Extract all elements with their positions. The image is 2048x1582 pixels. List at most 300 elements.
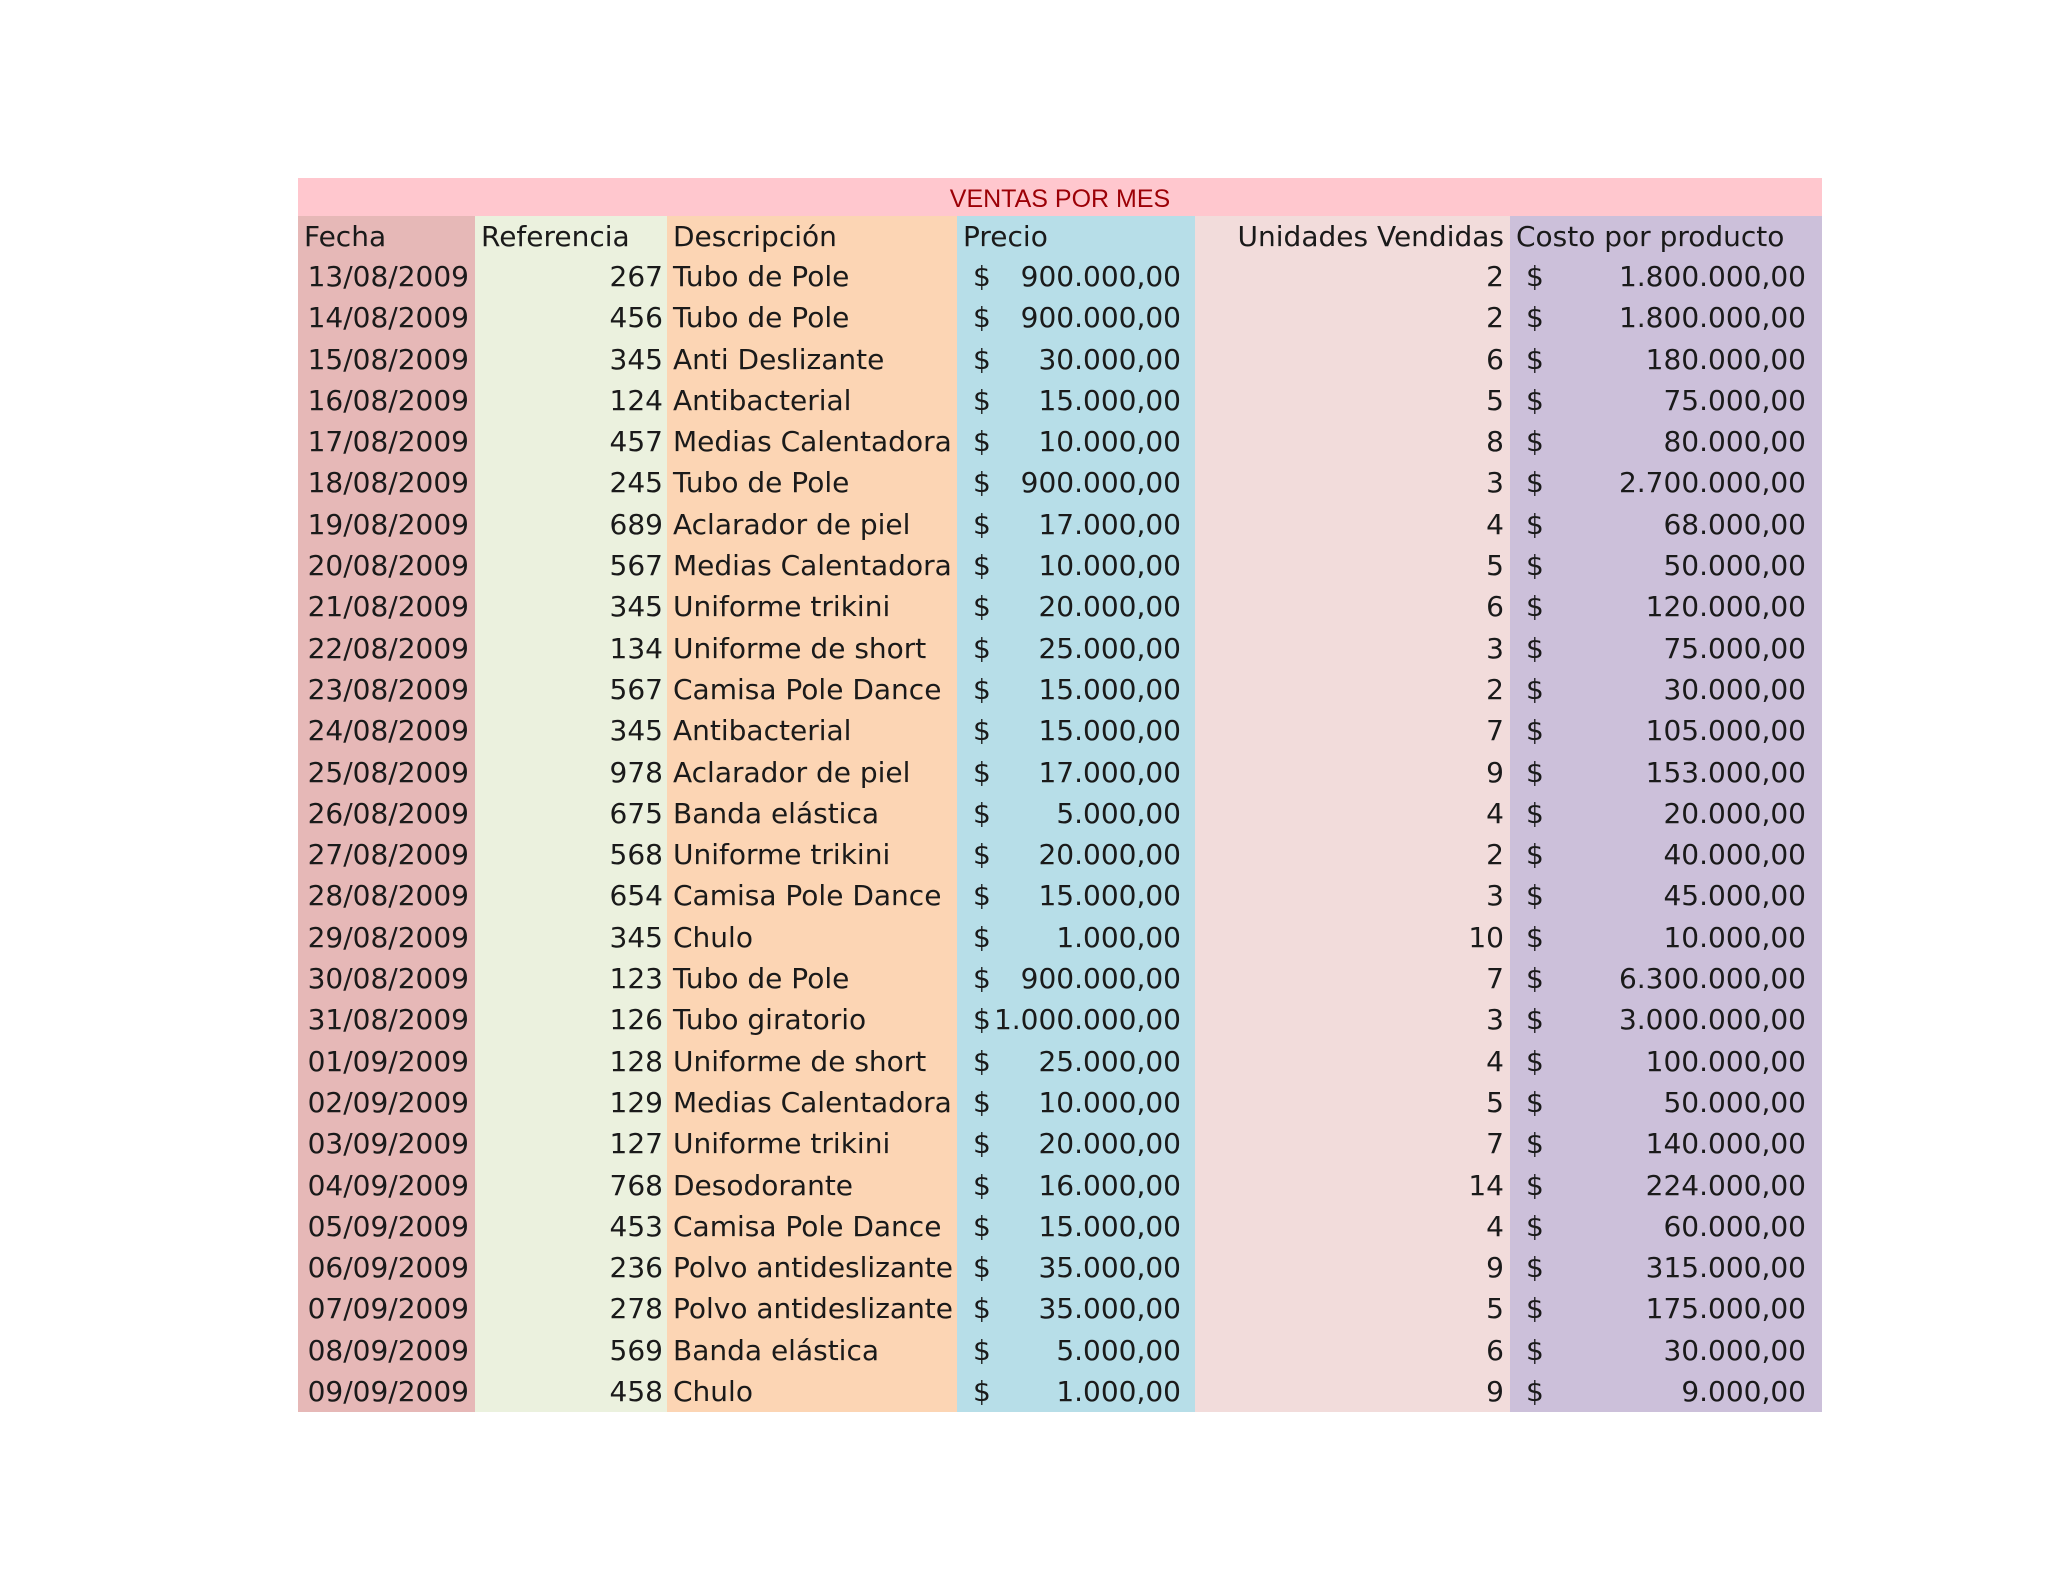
cell-fecha: 30/08/2009 bbox=[298, 958, 475, 999]
cell-fecha: 02/09/2009 bbox=[298, 1082, 475, 1123]
cell-descripcion: Camisa Pole Dance bbox=[667, 875, 957, 916]
cell-descripcion: Chulo bbox=[667, 917, 957, 958]
cell-referencia: 134 bbox=[475, 628, 667, 669]
cell-unidades: 2 bbox=[1195, 669, 1510, 710]
cell-fecha: 28/08/2009 bbox=[298, 875, 475, 916]
cell-costo bbox=[1510, 1288, 1822, 1329]
currency-symbol: $ bbox=[1526, 755, 1544, 789]
sales-table bbox=[298, 216, 1822, 1412]
cell-fecha: 03/09/2009 bbox=[298, 1123, 475, 1164]
cell-precio bbox=[957, 1371, 1195, 1412]
costo-value: 224.000,00 bbox=[1645, 1168, 1806, 1202]
cell-fecha: 04/09/2009 bbox=[298, 1165, 475, 1206]
table-row bbox=[298, 917, 1822, 958]
currency-symbol: $ bbox=[973, 1375, 991, 1409]
cell-precio bbox=[957, 504, 1195, 545]
cell-descripcion: Banda elástica bbox=[667, 793, 957, 834]
table-row bbox=[298, 380, 1822, 421]
cell-unidades: 7 bbox=[1195, 710, 1510, 751]
cell-precio bbox=[957, 380, 1195, 421]
cell-precio bbox=[957, 628, 1195, 669]
cell-referencia: 689 bbox=[475, 504, 667, 545]
currency-symbol: $ bbox=[1526, 1168, 1544, 1202]
currency-symbol: $ bbox=[973, 1168, 991, 1202]
currency-symbol: $ bbox=[973, 301, 991, 335]
costo-value: 50.000,00 bbox=[1663, 549, 1806, 583]
costo-value: 1.800.000,00 bbox=[1618, 301, 1806, 335]
currency-symbol: $ bbox=[973, 796, 991, 830]
table-row bbox=[298, 545, 1822, 586]
currency-symbol: $ bbox=[1526, 838, 1544, 872]
table-row bbox=[298, 710, 1822, 751]
cell-referencia: 127 bbox=[475, 1123, 667, 1164]
cell-fecha: 24/08/2009 bbox=[298, 710, 475, 751]
cell-fecha: 17/08/2009 bbox=[298, 421, 475, 462]
precio-value: 35.000,00 bbox=[1038, 1251, 1181, 1285]
precio-value: 900.000,00 bbox=[1020, 260, 1181, 293]
table-row bbox=[298, 834, 1822, 875]
cell-precio bbox=[957, 710, 1195, 751]
costo-value: 10.000,00 bbox=[1663, 920, 1806, 954]
cell-unidades: 3 bbox=[1195, 628, 1510, 669]
cell-referencia: 345 bbox=[475, 586, 667, 627]
cell-fecha: 14/08/2009 bbox=[298, 297, 475, 338]
costo-value: 45.000,00 bbox=[1663, 879, 1806, 913]
cell-fecha: 19/08/2009 bbox=[298, 504, 475, 545]
currency-symbol: $ bbox=[973, 920, 991, 954]
currency-symbol: $ bbox=[973, 755, 991, 789]
cell-unidades: 5 bbox=[1195, 1082, 1510, 1123]
cell-costo bbox=[1510, 421, 1822, 462]
cell-precio bbox=[957, 1330, 1195, 1371]
header-descripcion: Descripción bbox=[667, 216, 957, 256]
cell-fecha: 21/08/2009 bbox=[298, 586, 475, 627]
cell-costo bbox=[1510, 999, 1822, 1040]
precio-value: 1.000,00 bbox=[1056, 920, 1181, 954]
cell-costo bbox=[1510, 1330, 1822, 1371]
cell-descripcion: Uniforme trikini bbox=[667, 586, 957, 627]
cell-referencia: 568 bbox=[475, 834, 667, 875]
cell-fecha: 01/09/2009 bbox=[298, 1041, 475, 1082]
sheet-title: VENTAS POR MES bbox=[298, 178, 1822, 216]
cell-referencia: 267 bbox=[475, 256, 667, 297]
cell-descripcion: Polvo antideslizante bbox=[667, 1288, 957, 1329]
cell-descripcion: Aclarador de piel bbox=[667, 752, 957, 793]
cell-descripcion: Tubo giratorio bbox=[667, 999, 957, 1040]
costo-value: 2.700.000,00 bbox=[1618, 466, 1806, 500]
cell-costo bbox=[1510, 380, 1822, 421]
precio-value: 35.000,00 bbox=[1038, 1292, 1181, 1326]
precio-value: 900.000,00 bbox=[1020, 466, 1181, 500]
precio-value: 25.000,00 bbox=[1038, 631, 1181, 665]
currency-symbol: $ bbox=[1526, 631, 1544, 665]
cell-fecha: 07/09/2009 bbox=[298, 1288, 475, 1329]
cell-precio bbox=[957, 339, 1195, 380]
costo-value: 315.000,00 bbox=[1645, 1251, 1806, 1285]
currency-symbol: $ bbox=[1526, 260, 1544, 293]
table-row bbox=[298, 752, 1822, 793]
header-costo: Costo por producto bbox=[1510, 216, 1822, 256]
cell-referencia: 675 bbox=[475, 793, 667, 834]
currency-symbol: $ bbox=[973, 1085, 991, 1119]
cell-precio bbox=[957, 297, 1195, 338]
cell-unidades: 3 bbox=[1195, 462, 1510, 503]
cell-descripcion: Desodorante bbox=[667, 1165, 957, 1206]
currency-symbol: $ bbox=[1526, 342, 1544, 376]
cell-precio bbox=[957, 752, 1195, 793]
cell-descripcion: Camisa Pole Dance bbox=[667, 1206, 957, 1247]
costo-value: 153.000,00 bbox=[1645, 755, 1806, 789]
cell-precio bbox=[957, 1041, 1195, 1082]
cell-precio bbox=[957, 1082, 1195, 1123]
currency-symbol: $ bbox=[1526, 301, 1544, 335]
cell-unidades: 5 bbox=[1195, 380, 1510, 421]
cell-referencia: 567 bbox=[475, 669, 667, 710]
table-row bbox=[298, 669, 1822, 710]
table-row bbox=[298, 1082, 1822, 1123]
cell-referencia: 128 bbox=[475, 1041, 667, 1082]
cell-unidades: 9 bbox=[1195, 752, 1510, 793]
cell-descripcion: Tubo de Pole bbox=[667, 462, 957, 503]
table-row bbox=[298, 1123, 1822, 1164]
cell-unidades: 2 bbox=[1195, 834, 1510, 875]
precio-value: 900.000,00 bbox=[1020, 301, 1181, 335]
precio-value: 10.000,00 bbox=[1038, 425, 1181, 459]
table-body bbox=[298, 256, 1822, 1412]
cell-referencia: 768 bbox=[475, 1165, 667, 1206]
cell-unidades: 6 bbox=[1195, 586, 1510, 627]
cell-fecha: 25/08/2009 bbox=[298, 752, 475, 793]
cell-fecha: 08/09/2009 bbox=[298, 1330, 475, 1371]
cell-costo bbox=[1510, 462, 1822, 503]
cell-referencia: 129 bbox=[475, 1082, 667, 1123]
currency-symbol: $ bbox=[1526, 1003, 1544, 1037]
currency-symbol: $ bbox=[1526, 507, 1544, 541]
precio-value: 15.000,00 bbox=[1038, 879, 1181, 913]
cell-unidades: 7 bbox=[1195, 1123, 1510, 1164]
cell-unidades: 14 bbox=[1195, 1165, 1510, 1206]
cell-unidades: 5 bbox=[1195, 1288, 1510, 1329]
cell-descripcion: Uniforme de short bbox=[667, 1041, 957, 1082]
table-row bbox=[298, 1165, 1822, 1206]
currency-symbol: $ bbox=[973, 383, 991, 417]
cell-fecha: 27/08/2009 bbox=[298, 834, 475, 875]
cell-referencia: 126 bbox=[475, 999, 667, 1040]
cell-precio bbox=[957, 669, 1195, 710]
cell-descripcion: Antibacterial bbox=[667, 710, 957, 751]
costo-value: 1.800.000,00 bbox=[1618, 260, 1806, 293]
cell-precio bbox=[957, 1123, 1195, 1164]
cell-costo bbox=[1510, 586, 1822, 627]
cell-descripcion: Camisa Pole Dance bbox=[667, 669, 957, 710]
cell-costo bbox=[1510, 669, 1822, 710]
precio-value: 15.000,00 bbox=[1038, 383, 1181, 417]
currency-symbol: $ bbox=[973, 549, 991, 583]
cell-referencia: 453 bbox=[475, 1206, 667, 1247]
cell-unidades: 2 bbox=[1195, 297, 1510, 338]
cell-referencia: 345 bbox=[475, 710, 667, 751]
cell-precio bbox=[957, 462, 1195, 503]
precio-value: 20.000,00 bbox=[1038, 590, 1181, 624]
cell-unidades: 3 bbox=[1195, 999, 1510, 1040]
cell-fecha: 29/08/2009 bbox=[298, 917, 475, 958]
cell-fecha: 15/08/2009 bbox=[298, 339, 475, 380]
cell-costo bbox=[1510, 628, 1822, 669]
table-row bbox=[298, 999, 1822, 1040]
currency-symbol: $ bbox=[1526, 383, 1544, 417]
cell-precio bbox=[957, 545, 1195, 586]
costo-value: 9.000,00 bbox=[1681, 1375, 1806, 1409]
cell-costo bbox=[1510, 834, 1822, 875]
cell-descripcion: Tubo de Pole bbox=[667, 256, 957, 297]
costo-value: 68.000,00 bbox=[1663, 507, 1806, 541]
costo-value: 120.000,00 bbox=[1645, 590, 1806, 624]
cell-fecha: 22/08/2009 bbox=[298, 628, 475, 669]
costo-value: 60.000,00 bbox=[1663, 1209, 1806, 1243]
cell-descripcion: Banda elástica bbox=[667, 1330, 957, 1371]
cell-costo bbox=[1510, 1041, 1822, 1082]
table-row bbox=[298, 958, 1822, 999]
cell-unidades: 8 bbox=[1195, 421, 1510, 462]
currency-symbol: $ bbox=[1526, 714, 1544, 748]
table-row bbox=[298, 339, 1822, 380]
currency-symbol: $ bbox=[1526, 1127, 1544, 1161]
precio-value: 15.000,00 bbox=[1038, 672, 1181, 706]
cell-costo bbox=[1510, 1082, 1822, 1123]
currency-symbol: $ bbox=[973, 714, 991, 748]
costo-value: 80.000,00 bbox=[1663, 425, 1806, 459]
currency-symbol: $ bbox=[973, 838, 991, 872]
precio-value: 10.000,00 bbox=[1038, 1085, 1181, 1119]
cell-unidades: 6 bbox=[1195, 339, 1510, 380]
costo-value: 30.000,00 bbox=[1663, 672, 1806, 706]
cell-descripcion: Polvo antideslizante bbox=[667, 1247, 957, 1288]
currency-symbol: $ bbox=[1526, 1375, 1544, 1409]
table-row bbox=[298, 875, 1822, 916]
precio-value: 1.000.000,00 bbox=[993, 1003, 1181, 1037]
currency-symbol: $ bbox=[973, 962, 991, 996]
cell-costo bbox=[1510, 256, 1822, 297]
cell-descripcion: Aclarador de piel bbox=[667, 504, 957, 545]
cell-unidades: 2 bbox=[1195, 256, 1510, 297]
currency-symbol: $ bbox=[1526, 466, 1544, 500]
cell-precio bbox=[957, 834, 1195, 875]
cell-referencia: 654 bbox=[475, 875, 667, 916]
costo-value: 140.000,00 bbox=[1645, 1127, 1806, 1161]
cell-precio bbox=[957, 1206, 1195, 1247]
precio-value: 16.000,00 bbox=[1038, 1168, 1181, 1202]
cell-unidades: 9 bbox=[1195, 1247, 1510, 1288]
cell-referencia: 567 bbox=[475, 545, 667, 586]
costo-value: 175.000,00 bbox=[1645, 1292, 1806, 1326]
cell-descripcion: Uniforme trikini bbox=[667, 1123, 957, 1164]
cell-costo bbox=[1510, 1371, 1822, 1412]
currency-symbol: $ bbox=[973, 425, 991, 459]
currency-symbol: $ bbox=[973, 631, 991, 665]
cell-unidades: 5 bbox=[1195, 545, 1510, 586]
currency-symbol: $ bbox=[973, 1333, 991, 1367]
cell-precio bbox=[957, 917, 1195, 958]
currency-symbol: $ bbox=[1526, 590, 1544, 624]
costo-value: 6.300.000,00 bbox=[1618, 962, 1806, 996]
cell-precio bbox=[957, 1288, 1195, 1329]
currency-symbol: $ bbox=[1526, 1044, 1544, 1078]
currency-symbol: $ bbox=[1526, 1292, 1544, 1326]
table-row bbox=[298, 1041, 1822, 1082]
currency-symbol: $ bbox=[1526, 425, 1544, 459]
currency-symbol: $ bbox=[973, 590, 991, 624]
cell-costo bbox=[1510, 1206, 1822, 1247]
costo-value: 50.000,00 bbox=[1663, 1085, 1806, 1119]
cell-costo bbox=[1510, 793, 1822, 834]
cell-referencia: 456 bbox=[475, 297, 667, 338]
cell-fecha: 05/09/2009 bbox=[298, 1206, 475, 1247]
precio-value: 17.000,00 bbox=[1038, 507, 1181, 541]
cell-referencia: 245 bbox=[475, 462, 667, 503]
cell-referencia: 457 bbox=[475, 421, 667, 462]
currency-symbol: $ bbox=[973, 507, 991, 541]
currency-symbol: $ bbox=[1526, 1333, 1544, 1367]
cell-unidades: 3 bbox=[1195, 875, 1510, 916]
currency-symbol: $ bbox=[973, 1003, 991, 1037]
currency-symbol: $ bbox=[1526, 1251, 1544, 1285]
cell-unidades: 6 bbox=[1195, 1330, 1510, 1371]
table-row bbox=[298, 462, 1822, 503]
currency-symbol: $ bbox=[1526, 920, 1544, 954]
currency-symbol: $ bbox=[973, 1251, 991, 1285]
table-row bbox=[298, 586, 1822, 627]
header-row bbox=[298, 216, 1822, 256]
costo-value: 105.000,00 bbox=[1645, 714, 1806, 748]
currency-symbol: $ bbox=[973, 342, 991, 376]
cell-referencia: 123 bbox=[475, 958, 667, 999]
currency-symbol: $ bbox=[973, 1127, 991, 1161]
cell-descripcion: Medias Calentadora bbox=[667, 1082, 957, 1123]
cell-fecha: 18/08/2009 bbox=[298, 462, 475, 503]
cell-referencia: 345 bbox=[475, 917, 667, 958]
currency-symbol: $ bbox=[1526, 796, 1544, 830]
costo-value: 40.000,00 bbox=[1663, 838, 1806, 872]
currency-symbol: $ bbox=[973, 260, 991, 293]
cell-costo bbox=[1510, 339, 1822, 380]
costo-value: 20.000,00 bbox=[1663, 796, 1806, 830]
cell-referencia: 569 bbox=[475, 1330, 667, 1371]
precio-value: 20.000,00 bbox=[1038, 1127, 1181, 1161]
cell-unidades: 4 bbox=[1195, 504, 1510, 545]
cell-descripcion: Chulo bbox=[667, 1371, 957, 1412]
table-row bbox=[298, 256, 1822, 297]
costo-value: 30.000,00 bbox=[1663, 1333, 1806, 1367]
cell-descripcion: Medias Calentadora bbox=[667, 545, 957, 586]
cell-unidades: 7 bbox=[1195, 958, 1510, 999]
cell-unidades: 4 bbox=[1195, 1041, 1510, 1082]
cell-costo bbox=[1510, 917, 1822, 958]
currency-symbol: $ bbox=[1526, 1209, 1544, 1243]
cell-costo bbox=[1510, 875, 1822, 916]
costo-value: 75.000,00 bbox=[1663, 383, 1806, 417]
cell-unidades: 10 bbox=[1195, 917, 1510, 958]
cell-referencia: 124 bbox=[475, 380, 667, 421]
cell-descripcion: Medias Calentadora bbox=[667, 421, 957, 462]
table-row bbox=[298, 1330, 1822, 1371]
cell-precio bbox=[957, 421, 1195, 462]
sales-sheet bbox=[298, 178, 1822, 1412]
header-referencia: Referencia bbox=[475, 216, 667, 256]
cell-descripcion: Antibacterial bbox=[667, 380, 957, 421]
cell-unidades: 4 bbox=[1195, 1206, 1510, 1247]
precio-value: 17.000,00 bbox=[1038, 755, 1181, 789]
cell-fecha: 26/08/2009 bbox=[298, 793, 475, 834]
cell-precio bbox=[957, 793, 1195, 834]
cell-descripcion: Anti Deslizante bbox=[667, 339, 957, 380]
cell-referencia: 345 bbox=[475, 339, 667, 380]
table-row bbox=[298, 1206, 1822, 1247]
precio-value: 15.000,00 bbox=[1038, 714, 1181, 748]
cell-costo bbox=[1510, 1247, 1822, 1288]
currency-symbol: $ bbox=[1526, 962, 1544, 996]
header-fecha: Fecha bbox=[298, 216, 475, 256]
table-row bbox=[298, 1247, 1822, 1288]
cell-precio bbox=[957, 1165, 1195, 1206]
cell-unidades: 9 bbox=[1195, 1371, 1510, 1412]
costo-value: 100.000,00 bbox=[1645, 1044, 1806, 1078]
header-precio: Precio bbox=[957, 216, 1195, 256]
cell-costo bbox=[1510, 710, 1822, 751]
precio-value: 20.000,00 bbox=[1038, 838, 1181, 872]
cell-costo bbox=[1510, 504, 1822, 545]
cell-fecha: 16/08/2009 bbox=[298, 380, 475, 421]
cell-precio bbox=[957, 256, 1195, 297]
cell-descripcion: Tubo de Pole bbox=[667, 297, 957, 338]
cell-costo bbox=[1510, 752, 1822, 793]
precio-value: 25.000,00 bbox=[1038, 1044, 1181, 1078]
header-unidades: Unidades Vendidas bbox=[1195, 216, 1510, 256]
cell-referencia: 278 bbox=[475, 1288, 667, 1329]
cell-referencia: 236 bbox=[475, 1247, 667, 1288]
cell-descripcion: Tubo de Pole bbox=[667, 958, 957, 999]
cell-fecha: 23/08/2009 bbox=[298, 669, 475, 710]
cell-fecha: 09/09/2009 bbox=[298, 1371, 475, 1412]
currency-symbol: $ bbox=[973, 466, 991, 500]
costo-value: 75.000,00 bbox=[1663, 631, 1806, 665]
currency-symbol: $ bbox=[973, 879, 991, 913]
cell-costo bbox=[1510, 958, 1822, 999]
table-row bbox=[298, 421, 1822, 462]
cell-costo bbox=[1510, 297, 1822, 338]
currency-symbol: $ bbox=[1526, 672, 1544, 706]
precio-value: 10.000,00 bbox=[1038, 549, 1181, 583]
precio-value: 5.000,00 bbox=[1056, 796, 1181, 830]
costo-value: 3.000.000,00 bbox=[1618, 1003, 1806, 1037]
currency-symbol: $ bbox=[973, 1044, 991, 1078]
table-row bbox=[298, 793, 1822, 834]
cell-referencia: 978 bbox=[475, 752, 667, 793]
cell-referencia: 458 bbox=[475, 1371, 667, 1412]
precio-value: 900.000,00 bbox=[1020, 962, 1181, 996]
costo-value: 180.000,00 bbox=[1645, 342, 1806, 376]
cell-precio bbox=[957, 1247, 1195, 1288]
currency-symbol: $ bbox=[973, 1209, 991, 1243]
cell-costo bbox=[1510, 1165, 1822, 1206]
table-row bbox=[298, 1371, 1822, 1412]
currency-symbol: $ bbox=[973, 672, 991, 706]
cell-fecha: 06/09/2009 bbox=[298, 1247, 475, 1288]
cell-precio bbox=[957, 875, 1195, 916]
cell-costo bbox=[1510, 1123, 1822, 1164]
cell-costo bbox=[1510, 545, 1822, 586]
cell-precio bbox=[957, 999, 1195, 1040]
table-row bbox=[298, 297, 1822, 338]
